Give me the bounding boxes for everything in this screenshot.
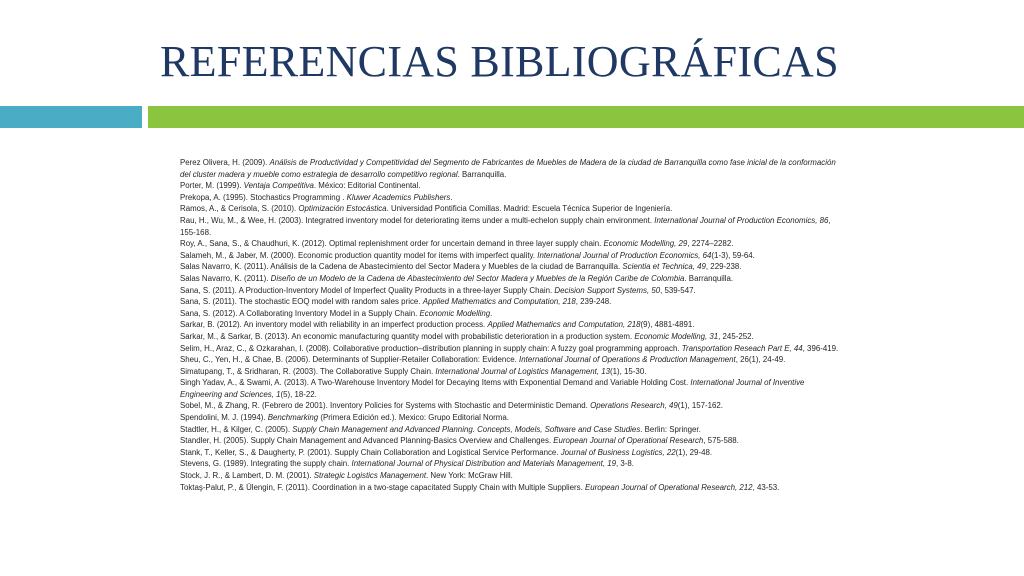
reference-source-italic: International Journal of Physical Distribution and Materials Management, 19 (351, 459, 616, 469)
reference-text: Sarkar, M., & Sarkar, B. (2013). An economic manufacturing quantity model with probabilistic deterioration in a production system. (180, 331, 635, 341)
reference-text: Sarkar, B. (2012). An inventory model with reliability in an imperfect production process. (180, 320, 488, 330)
reference-text: Salas Navarro, K. (2011). (180, 273, 271, 283)
reference-source-italic: Scientia et Technica, 49 (622, 262, 706, 272)
reference-source-italic: Supply Chain Management and Advanced Planning. Concepts, Models, Software and Case Studies (292, 424, 641, 434)
reference-source-italic: International Journal of Production Economics, 86 (654, 215, 829, 225)
reference-details: , 396-419. (802, 343, 839, 353)
reference-text: Sheu, C., Yen, H., & Chae, B. (2006). Determinants of Supplier-Retailer Collaboration: Evidence. (180, 355, 520, 365)
reference-source-italic: Ventaja Competitiva (243, 181, 314, 191)
reference-source-italic: International Journal of Production Economics, 64 (537, 250, 712, 260)
reference-item (180, 203, 842, 215)
reference-source-italic: Benchmarking (267, 413, 319, 423)
reference-item (180, 319, 842, 331)
reference-item (180, 215, 842, 238)
reference-source-italic: Economic Modelling, 31 (634, 331, 719, 341)
reference-text: Stevens, G. (1989). Integrating the supply chain. (180, 459, 352, 469)
reference-details: (1), 157-162. (677, 401, 723, 411)
reference-text: Salameh, M., & Jaber, M. (2000). Economic production quantity model for items with imperfect quality. (180, 250, 538, 260)
reference-item (180, 285, 842, 297)
reference-details: (Primera Edición ed.). Mexico: Grupo Editorial Norma. (318, 413, 509, 423)
reference-item (180, 400, 842, 412)
reference-item (180, 412, 842, 424)
reference-text: Singh Yadav, A., & Swami, A. (2013). A Two-Warehouse Inventory Model for Decaying Items with Exponential Demand and Variable Holding Cost. (180, 378, 691, 388)
reference-details: , 3-8. (616, 459, 634, 469)
reference-item (180, 424, 842, 436)
reference-item (180, 157, 842, 180)
reference-details: , 2274–2282. (687, 239, 734, 249)
reference-details: , 155-168. (180, 215, 831, 237)
reference-source-italic: Economic Modelling, 29 (603, 239, 688, 249)
reference-details: . México: Editorial Continental. (313, 181, 421, 191)
reference-source-italic: Transportation Reseach Part E, 44 (681, 343, 803, 353)
reference-details: . Barranquilla. (684, 273, 734, 283)
reference-details: (1), 15-30. (610, 366, 647, 376)
reference-item (180, 447, 842, 459)
reference-source-italic: Análisis de Productividad y Competitividad del Segmento de Fabricantes de Muebles de Madera de la ciudad de Barranquilla como fase inicial de la conformación del cluster madera y mueble como estrategia de desarrollo competitivo regional (180, 158, 836, 179)
reference-text: Roy, A., Sana, S., & Chaudhuri, K. (2012). Optimal replenishment order for uncertain demand in three layer supply chain. (180, 239, 604, 249)
reference-text: Simatupang, T., & Sridharan, R. (2003). The Collaborative Supply Chain. (180, 366, 436, 376)
reference-source-italic: International Journal of Logistics Management, 13 (435, 366, 610, 376)
accent-band-left (0, 106, 142, 128)
reference-details: . Universidad Pontificia Comillas. Madrid: Escuela Técnica Superior de Ingeniería. (386, 204, 673, 214)
reference-details: , 26(1), 24-49. (735, 355, 786, 365)
reference-item (180, 261, 842, 273)
reference-source-italic: Optimización Estocástica (298, 204, 387, 214)
reference-details: , 245-252. (718, 331, 754, 341)
reference-source-italic: Decision Support Systems, 50 (554, 285, 661, 295)
reference-item (180, 296, 842, 308)
reference-source-italic: Kluwer Academics Publishers (346, 192, 451, 202)
reference-source-italic: Applied Mathematics and Computation, 218 (422, 297, 576, 307)
reference-details: . Berlin: Springer. (640, 424, 701, 434)
reference-item (180, 273, 842, 285)
accent-band-right (148, 106, 1024, 128)
reference-list (180, 157, 842, 493)
reference-text: Sana, S. (2012). A Collaborating Inventory Model in a Supply Chain. (180, 308, 420, 318)
reference-item (180, 180, 842, 192)
reference-item (180, 354, 842, 366)
reference-source-italic: Operations Research, 49 (590, 401, 678, 411)
reference-item (180, 238, 842, 250)
reference-text: Stadtler, H., & Kilger, C. (2005). (180, 424, 293, 434)
reference-details: . Barranquilla. (457, 169, 507, 179)
reference-text: Sobel, M., & Zhang, R. (Febrero de 2001). Inventory Policies for Systems with Stochastic and Deterministic Demand. (180, 401, 591, 411)
reference-details: , 575-588. (703, 436, 739, 446)
reference-details: (1-3), 59-64. (711, 250, 755, 260)
reference-details: , 43-53. (752, 482, 780, 492)
reference-source-italic: European Journal of Operational Research, 212 (584, 482, 753, 492)
reference-details: . (450, 192, 453, 202)
reference-text: Sana, S. (2011). The stochastic EOQ model with random sales price. (180, 297, 423, 307)
reference-source-italic: Economic Modelling (419, 308, 491, 318)
reference-source-italic: International Journal of Inventive Engineering and Sciences, 1 (180, 378, 805, 399)
slide-title: REFERENCIAS BIBLIOGRÁFICAS (160, 37, 839, 86)
reference-text: Ramos, A., & Cerisola, S. (2010). (180, 204, 299, 214)
reference-source-italic: Diseño de un Modelo de la Cadena de Abastecimiento del Sector Madera y Muebles de la Región Caribe de Colombia (270, 273, 685, 283)
reference-details: . (490, 308, 493, 318)
reference-text: Stank, T., Keller, S., & Daugherty, P. (2001). Supply Chain Collaboration and Logistical Service Performance. (180, 447, 561, 457)
reference-item (180, 366, 842, 378)
reference-details: (1), 29-48. (675, 447, 713, 457)
reference-source-italic: International Journal of Operations & Production Management (519, 355, 736, 365)
reference-item (180, 458, 842, 470)
reference-source-italic: European Journal of Operational Research (553, 436, 704, 446)
reference-details: (5), 18-22. (280, 389, 317, 399)
reference-item (180, 192, 842, 204)
reference-text: Stock, J. R., & Lambert, D. M. (2001). (180, 471, 314, 481)
reference-item (180, 331, 842, 343)
reference-item (180, 470, 842, 482)
reference-text: Prekopa, A. (1995). Stochastics Programming . (180, 192, 347, 202)
reference-source-italic: Strategic Logistics Management (313, 471, 427, 481)
reference-item (180, 377, 842, 400)
reference-details: , 229-238. (705, 262, 742, 272)
reference-text: Porter, M. (1999). (180, 181, 244, 191)
reference-details: . New York: McGraw Hill. (426, 471, 513, 481)
reference-details: , 539-547. (660, 285, 696, 295)
reference-text: Toktaş-Palut, P., & Ülengin, F. (2011). Coordination in a two-stage capacitated Supply Chain with Multiple Suppliers. (180, 482, 585, 492)
reference-item (180, 482, 842, 494)
reference-source-italic: Applied Mathematics and Computation, 218 (487, 320, 641, 330)
reference-text: Spendolini, M. J. (1994). (180, 413, 268, 423)
reference-item (180, 343, 842, 355)
reference-details: (9), 4881-4891. (640, 320, 695, 330)
reference-details: , 239-248. (575, 297, 612, 307)
reference-text: Salas Navarro, K. (2011). Análisis de la Cadena de Abastecimiento del Sector Madera y Muebles de la ciudad de Barranquilla. (180, 262, 623, 272)
reference-item (180, 435, 842, 447)
reference-source-italic: Journal of Business Logistics, 22 (560, 447, 676, 457)
reference-text: Sana, S. (2011). A Production-Inventory Model of Imperfect Quality Products in a three-layer Supply Chain. (180, 285, 555, 295)
reference-item (180, 308, 842, 320)
reference-text: Perez Olivera, H. (2009). (180, 158, 270, 167)
reference-item (180, 250, 842, 262)
reference-text: Standler, H. (2005). Supply Chain Management and Advanced Planning-Basics Overview and Challenges. (180, 436, 554, 446)
reference-text: Rau, H., Wu, M., & Wee, H. (2003). Integratred inventory model for deteriorating items under a multi-echelon supply chain environment. (180, 215, 655, 225)
reference-text: Selim, H., Araz, C., & Ozkarahan, I. (2008). Collaborative production–distribution planning in supply chain: A fuzzy goal programming approach. (180, 343, 682, 353)
